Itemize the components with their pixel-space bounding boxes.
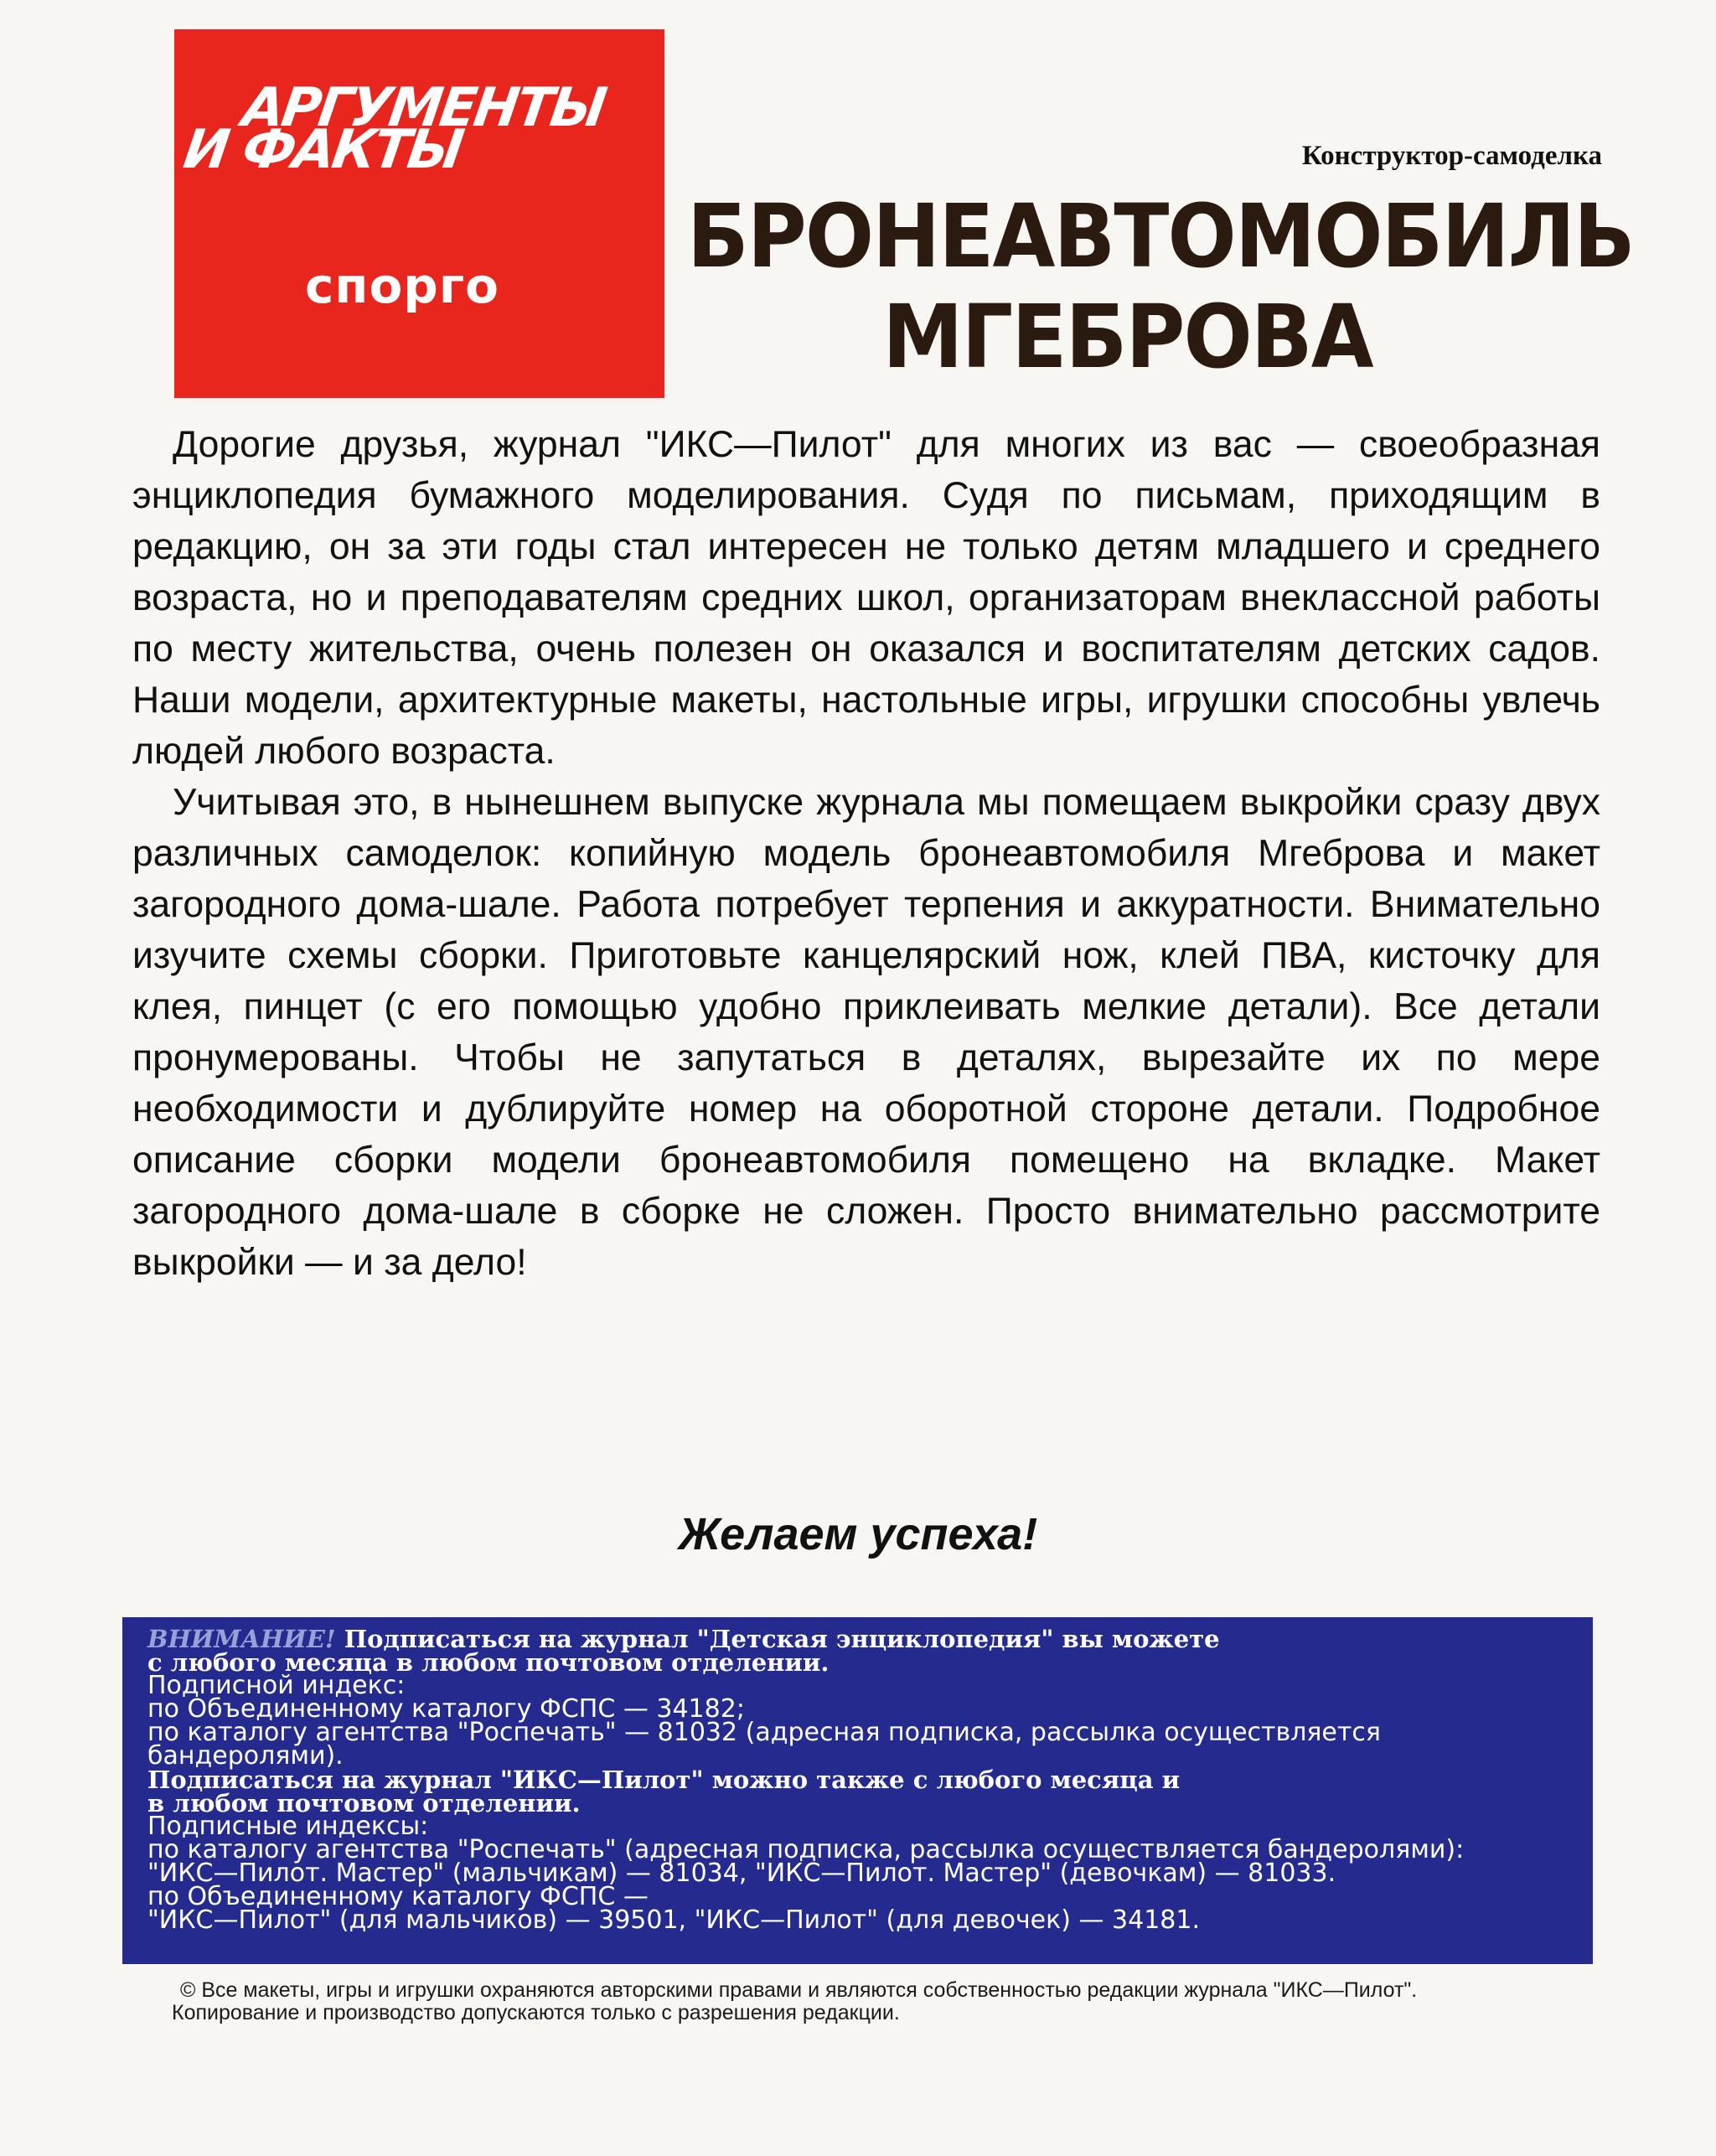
notice-line: "ИКС—Пилот. Мастер" (мальчикам) — 81034, "ИКС—Пилот. Мастер" (девочкам) — 81033. [147, 1859, 1336, 1888]
notice-line: "ИКС—Пилот" (для мальчиков) — 39501, "ИКС—Пилот" (для девочек) — 34181. [147, 1905, 1200, 1935]
paragraph: Дорогие друзья, журнал "ИКС—Пилот" для многих из вас — своеобразная энциклопедия бумажного моделирования. Судя по письмам, приходящим в редакцию, он за эти годы стал интересен не только детям младшего и среднего возраста, но и преподавателям средних школ, организаторам внеклассной работы по месту жительства, очень полезен он оказался и воспитателям детских садов. Наши модели, архитектурные макеты, настольные игры, игрушки способны увлечь людей любого возраста. [132, 424, 1600, 772]
notice-line: с любого месяца в любом почтовом отделении. [147, 1648, 830, 1677]
magazine-logo [174, 29, 664, 398]
notice-line: по Объединенному каталогу ФСПС — [147, 1882, 649, 1911]
notice-line: по каталогу агентства "Роспечать" (адресная подписка, рассылка осуществляется бандеролями): [147, 1835, 1465, 1864]
article-body [132, 419, 1600, 1288]
page-title [687, 185, 1634, 388]
attention-label: ВНИМАНИЕ! [147, 1625, 336, 1653]
copyright-line: Копирование и производство допускаются только с разрешения редакции. [172, 2001, 900, 2024]
notice-line: по каталогу агентства "Роспечать" — 81032 (адресная подписка, рассылка осуществляется [147, 1718, 1381, 1747]
closing-wish: Желаем успеха! [678, 1509, 1038, 1559]
notice-line: бандеролями). [147, 1741, 344, 1771]
title-line2: МГЕБРОВА [882, 286, 1372, 388]
notice-line: Подписные индексы: [147, 1812, 429, 1841]
logo-subtitle: спорго [305, 257, 499, 314]
notice-line: в любом почтовом отделении. [147, 1789, 581, 1817]
subscription-notice [122, 1617, 1593, 1964]
notice-line: по Объединенному каталогу ФСПС — 34182; [147, 1694, 745, 1724]
title-line1: БРОНЕАВТОМОБИЛЬ [687, 185, 1634, 287]
notice-line: ВНИМАНИЕ! Подписаться на журнал "Детская энциклопедия" вы можете [147, 1625, 1220, 1653]
section-kicker: Конструктор-самоделка [1301, 141, 1602, 171]
notice-line: Подписаться на журнал "ИКС—Пилот" можно также с любого месяца и [147, 1766, 1181, 1794]
paragraph: Учитывая это, в нынешнем выпуске журнала мы помещаем выкройки сразу двух различных самоделок: копийную модель бронеавтомобиля Мгеброва и макет загородного дома-шале. Работа потребует терпения и аккуратности. Внимательно изучите схемы сборки. Приготовьте канцелярский нож, клей ПВА, кисточку для клея, пинцет (с его помощью удобно приклеивать мелкие детали). Все детали пронумерованы. Чтобы не запутаться в деталях, вырезайте их по мере необходимости и дублируйте номер на оборотной стороне детали. Подробное описание сборки модели бронеавтомобиля помещено на вкладке. Макет загородного дома-шале в сборке не сложен. Просто внимательно рассмотрите выкройки — и за дело! [132, 782, 1600, 1283]
notice-line: Подписной индекс: [147, 1671, 406, 1700]
copyright-footer [172, 1979, 1613, 2024]
copyright-line: © Все макеты, игры и игрушки охраняются авторскими правами и являются собственностью редакции журнала "ИКС—Пилот". [180, 1978, 1418, 2002]
logo-text-line2: И ФАКТЫ [179, 119, 466, 181]
logo-text-line1: АРГУМЕНТЫ [238, 77, 608, 139]
